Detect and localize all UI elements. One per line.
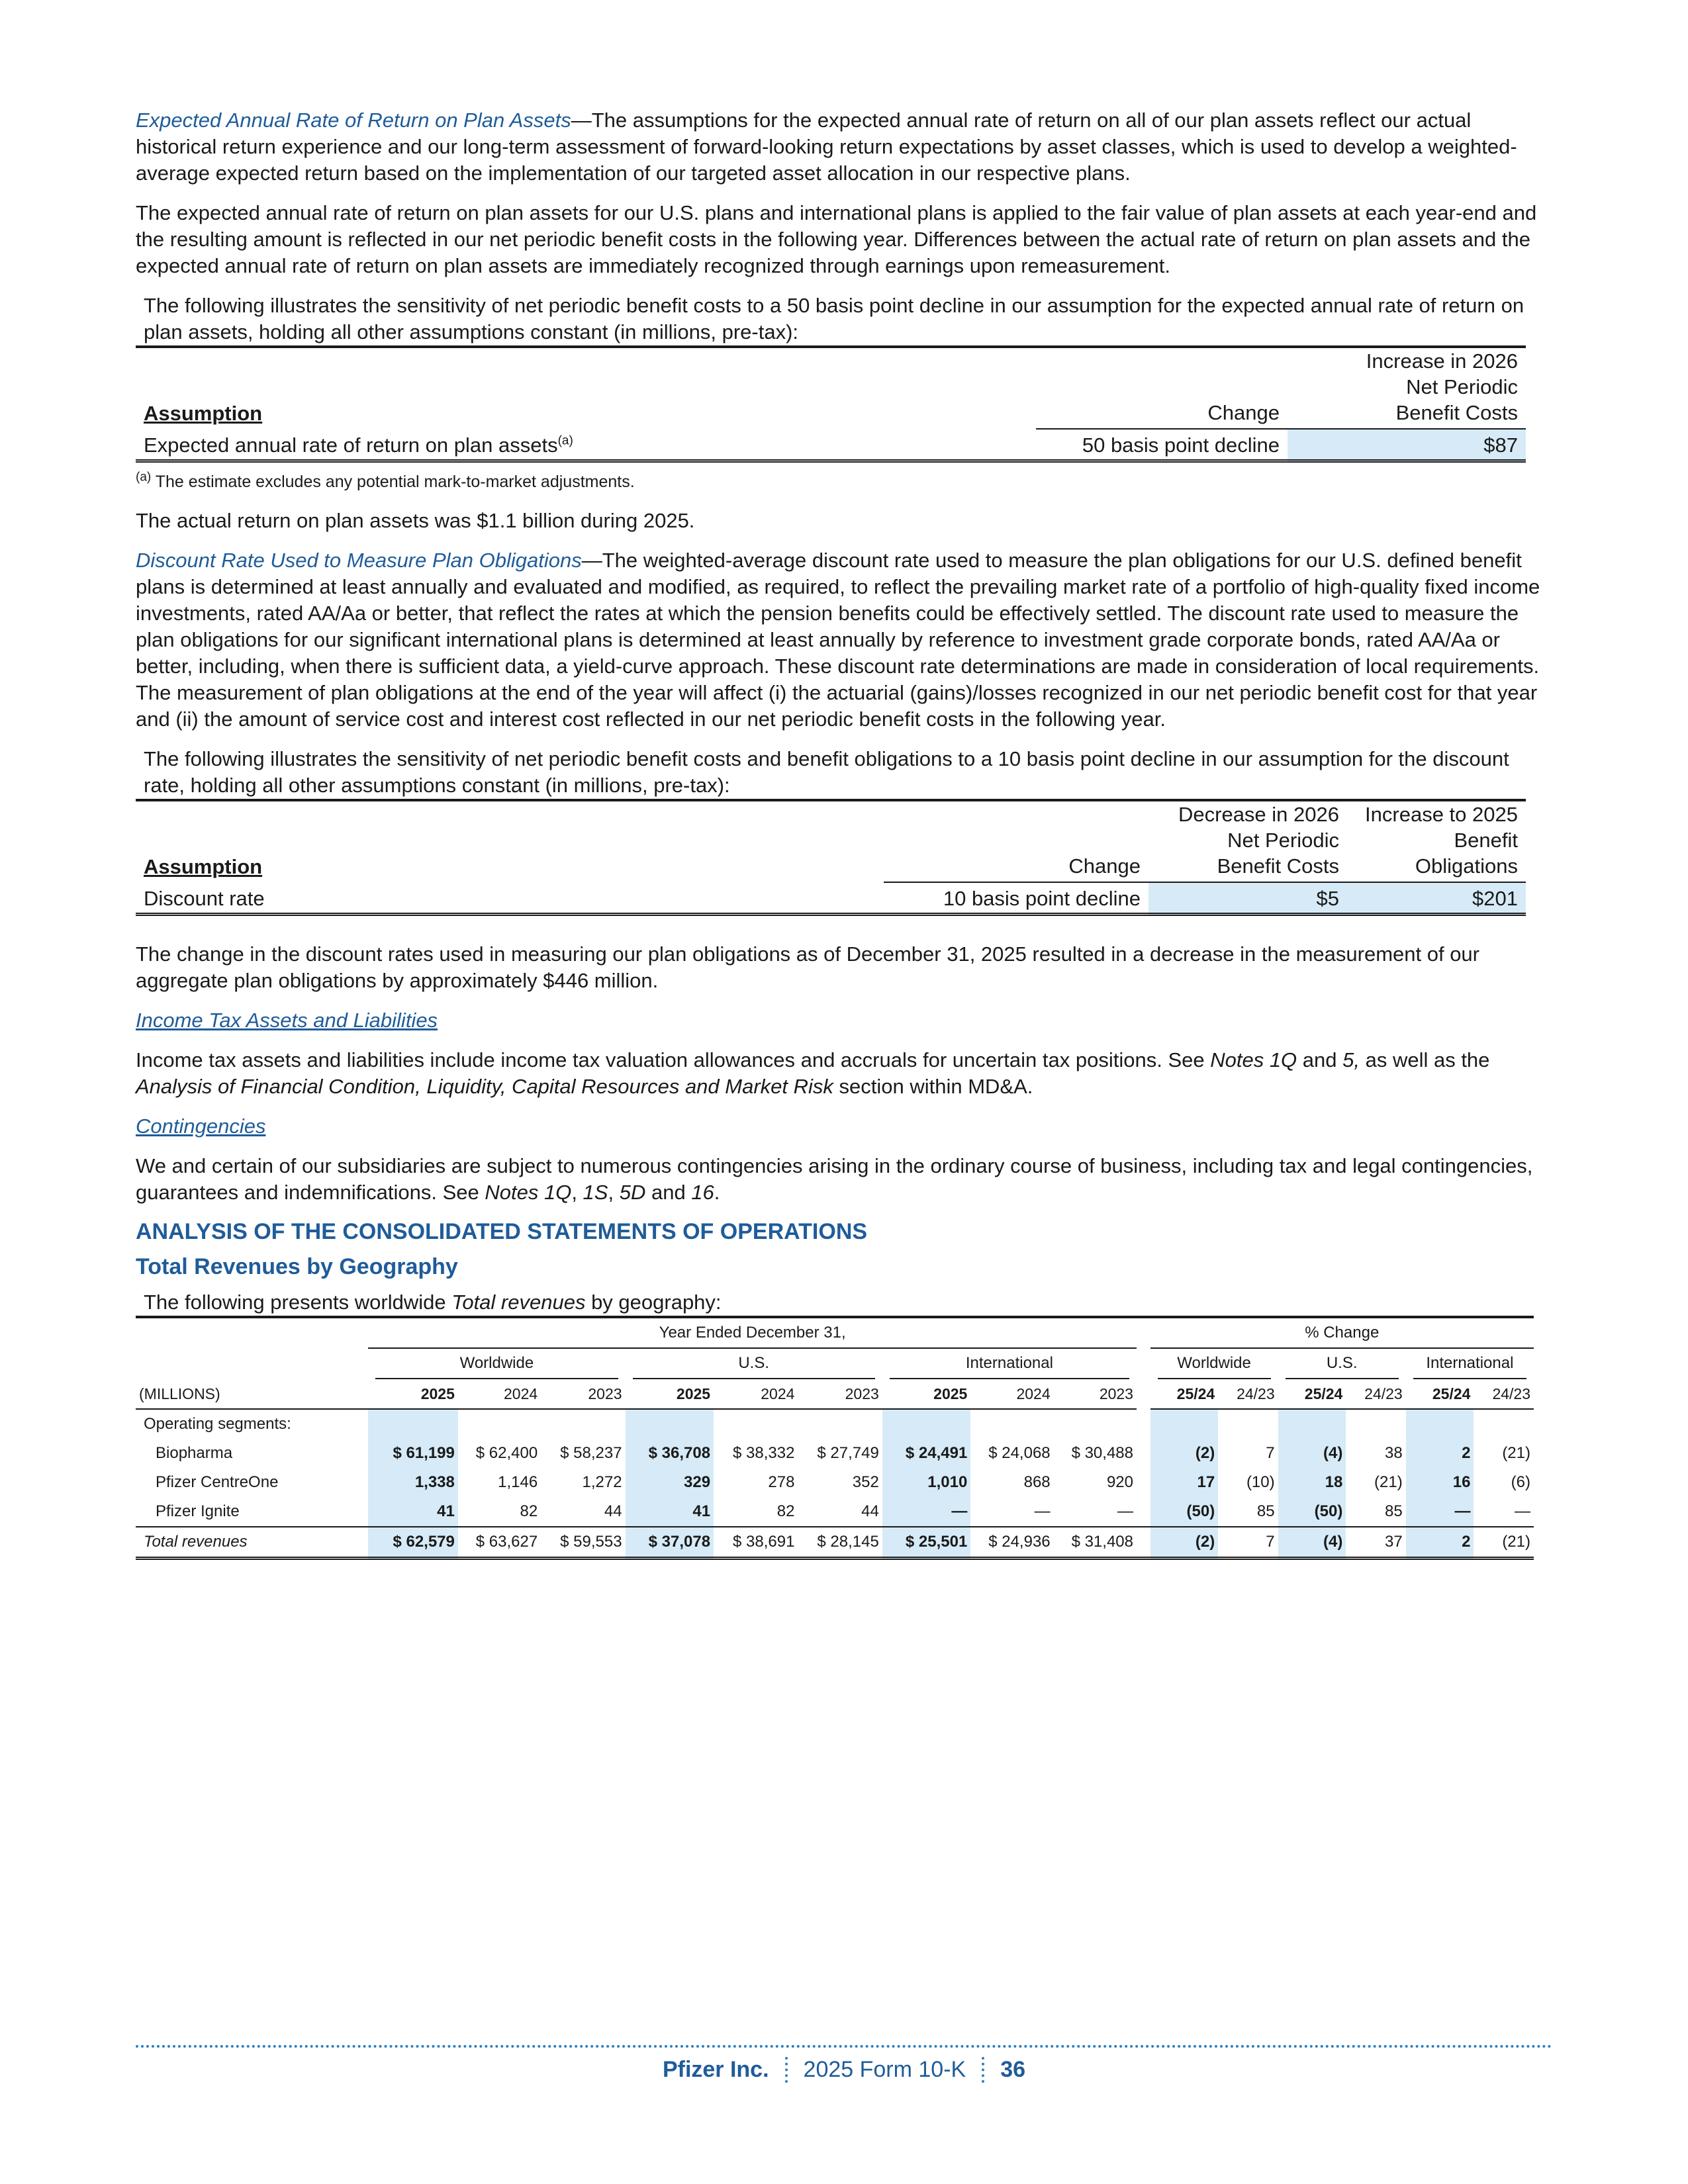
table-cell: (10): [1246, 1473, 1275, 1491]
table-cell: 2: [1406, 1439, 1474, 1468]
footer-company: Pfizer Inc.: [647, 2057, 788, 2083]
footer-page-number: 36: [982, 2057, 1041, 2083]
table-cell: $ 62,579: [368, 1527, 458, 1559]
table-cell: 85: [1385, 1502, 1403, 1520]
table-cell: $ 24,936: [970, 1527, 1053, 1559]
table-cell: —: [1034, 1502, 1051, 1520]
analysis-heading: ANALYSIS OF THE CONSOLIDATED STATEMENTS OF OPERATIONS: [136, 1219, 868, 1244]
table-cell: —: [882, 1497, 971, 1527]
segments-label-row: [136, 1409, 1534, 1439]
discount-lead: Discount Rate Used to Measure Plan Obligations: [136, 549, 582, 572]
year-header: 2023: [798, 1379, 882, 1409]
table-cell: 41: [368, 1497, 458, 1527]
table-cell: (6): [1511, 1473, 1530, 1491]
row-label: Expected annual rate of return on plan assets$^{(a)}$: [136, 429, 1036, 461]
row-name: Pfizer CentreOne: [156, 1473, 279, 1491]
row-change: 50 basis point decline: [1036, 429, 1288, 461]
table-cell: 329: [626, 1468, 714, 1497]
return-paragraph-1: [136, 107, 1552, 187]
table-cell: 7: [1218, 1527, 1278, 1559]
table-cell: $ 59,553: [541, 1527, 625, 1559]
table-row: [136, 1468, 1534, 1497]
table-cell: 85: [1256, 1502, 1275, 1520]
year-header: 2025: [882, 1379, 971, 1409]
revenues-intro: The following presents worldwide Total revenues by geography:: [144, 1291, 722, 1314]
contingencies-heading[interactable]: Contingencies: [136, 1115, 266, 1138]
table-cell: 1,272: [582, 1473, 622, 1491]
table-cell: $ 36,708: [626, 1439, 714, 1468]
table-cell: (21): [1502, 1444, 1530, 1462]
table-cell: $ 58,237: [560, 1444, 622, 1462]
table-cell: (4): [1278, 1439, 1346, 1468]
table-cell: 2: [1406, 1527, 1474, 1559]
table-cell: (2): [1150, 1527, 1219, 1559]
document-page: [136, 107, 1552, 1560]
table-cell: $ 37,078: [626, 1527, 714, 1559]
table-cell: (50): [1150, 1497, 1219, 1527]
table-cell: —: [1406, 1497, 1474, 1527]
table-cell: $ 61,199: [368, 1439, 458, 1468]
row-change: 10 basis point decline: [884, 882, 1149, 915]
table-cell: (50): [1278, 1497, 1346, 1527]
year-header: 2025: [626, 1379, 714, 1409]
sub-pct-worldwide: Worldwide: [1150, 1348, 1278, 1379]
table-cell: $ 25,501: [882, 1527, 971, 1559]
table-cell: 44: [861, 1502, 879, 1520]
table-cell: 17: [1150, 1468, 1219, 1497]
row-name: Biopharma: [156, 1444, 233, 1462]
return-lead: Expected Annual Rate of Return on Plan Assets: [136, 109, 571, 132]
table-cell: $ 62,400: [475, 1444, 538, 1462]
footnote: $^{(a)}$ The estimate excludes any potential mark-to-market adjustments.: [136, 470, 635, 491]
table-cell: 82: [520, 1502, 538, 1520]
table-cell: $ 27,749: [817, 1444, 879, 1462]
page-footer: [136, 2045, 1552, 2082]
income-tax-paragraph: Income tax assets and liabilities include income tax valuation allowances and accruals for uncertain tax positions. See Notes 1Q and 5, as well as the Analysis of Financial Condition, Liquidity, Capital Resources and Market Risk section within MD&A.: [136, 1048, 1490, 1098]
table-cell: 1,010: [882, 1468, 971, 1497]
table-cell: $ 63,627: [458, 1527, 541, 1559]
discount-paragraph: Discount Rate Used to Measure Plan Obligations—The weighted-average discount rate used to measure the plan obligations for our U.S. defined benefit plans is determined at least annually and evaluated and modified, as required, to reflect the prevailing market rate of a portfolio of high-quality fixed income investments, rated AA/Aa or better, that reflect the rates at which the pension benefits could be effectively settled. The discount rate used to measure the plan obligations for our significant international plans is determined at least annually by reference to investment grade corporate bonds, rated AA/Aa or better, including, when there is sufficient data, a yield-curve approach. These discount rate determinations are made in consideration of local requirements. The measurement of plan obligations at the end of the year will affect (i) the actuarial (gains)/losses recognized in our net periodic benefit cost for that year and (ii) the amount of service cost and interest cost reflected in our net periodic benefit costs in the following year.: [136, 549, 1540, 731]
col-change: Change: [884, 800, 1149, 882]
table-cell: 44: [604, 1502, 622, 1520]
sub-worldwide: Worldwide: [368, 1348, 625, 1379]
row-value: $87: [1288, 429, 1526, 461]
year-header: 24/23: [1346, 1379, 1405, 1409]
table-cell: $ 24,068: [988, 1444, 1051, 1462]
table-cell: 18: [1278, 1468, 1346, 1497]
year-header: 24/23: [1474, 1379, 1534, 1409]
year-header: 2023: [1054, 1379, 1137, 1409]
table-cell: 16: [1406, 1468, 1474, 1497]
table-cell: $ 28,145: [798, 1527, 882, 1559]
sub-us: U.S.: [626, 1348, 882, 1379]
return-text: —The assumptions for the expected annual rate of return on all of our plan assets reflect our actual historical return experience and our long-term assessment of forward-looking return expectations by asset classes, which is used to develop a weighted-average expected return based on the implementation of our targeted asset allocation in our respective plans.: [136, 109, 1517, 185]
row-increase: $201: [1347, 882, 1526, 915]
revenues-subheading: Total Revenues by Geography: [136, 1254, 458, 1279]
table-row: [136, 1497, 1534, 1527]
col-decrease: Decrease in 2026 Net Periodic Benefit Costs: [1149, 800, 1347, 882]
col-increase: Increase in 2026 Net Periodic Benefit Costs: [1288, 347, 1526, 429]
table-cell: 37: [1346, 1527, 1405, 1559]
table-cell: $ 24,491: [882, 1439, 971, 1468]
table-cell: (2): [1150, 1439, 1219, 1468]
table-cell: (21): [1474, 1527, 1534, 1559]
table-cell: —: [1117, 1502, 1133, 1520]
table-cell: 82: [776, 1502, 795, 1520]
col-change: Change: [1036, 347, 1288, 429]
millions-label: (MILLIONS): [136, 1379, 368, 1409]
return-paragraph-2: The expected annual rate of return on plan assets for our U.S. plans and international plans is applied to the fair value of plan assets at each year-end and the resulting amount is reflected in our net periodic benefit costs in the following year. Differences between the actual rate of return on plan assets and the expected annual rate of return on plan assets are immediately recognized through earnings upon remeasurement.: [136, 201, 1537, 277]
contingencies-paragraph: We and certain of our subsidiaries are subject to numerous contingencies arising in the ordinary course of business, including tax and legal contingencies, guarantees and indemnifications. See Notes 1Q, 1S, 5D and 16.: [136, 1154, 1533, 1204]
return-sensitivity-table: [136, 345, 1526, 463]
return-table-intro: The following illustrates the sensitivity of net periodic benefit costs to a 50 basis point decline in our assumption for the expected annual rate of return on plan assets, holding all other assumptions constant (in millions, pre-tax):: [144, 294, 1524, 343]
table-row: [136, 1439, 1534, 1468]
sub-pct-international: International: [1406, 1348, 1534, 1379]
table-cell: 1,146: [498, 1473, 538, 1491]
row-label: Discount rate: [136, 882, 884, 915]
discount-after: The change in the discount rates used in measuring our plan obligations as of December 31, 2025 resulted in a decrease in the measurement of our aggregate plan obligations by approximately $446 million.: [136, 942, 1480, 992]
table-cell: 920: [1106, 1473, 1133, 1491]
group-pct-header: % Change: [1150, 1317, 1534, 1348]
income-tax-heading[interactable]: Income Tax Assets and Liabilities: [136, 1009, 438, 1032]
year-header: 25/24: [1406, 1379, 1474, 1409]
year-header: 2025: [368, 1379, 458, 1409]
table-cell: 1,338: [368, 1468, 458, 1497]
col-assumption: Assumption: [144, 402, 263, 425]
table-cell: 7: [1266, 1444, 1275, 1462]
total-row: [136, 1527, 1534, 1559]
table-cell: 41: [626, 1497, 714, 1527]
year-header: 2024: [458, 1379, 541, 1409]
table-cell: 868: [1023, 1473, 1051, 1491]
year-header: 25/24: [1278, 1379, 1346, 1409]
actual-return: The actual return on plan assets was $1.1 billion during 2025.: [136, 509, 695, 532]
table-cell: $ 38,691: [714, 1527, 798, 1559]
year-header: 25/24: [1150, 1379, 1219, 1409]
discount-sensitivity-table: [136, 799, 1526, 916]
table-cell: 352: [852, 1473, 879, 1491]
table-cell: 278: [768, 1473, 795, 1491]
table-cell: (4): [1278, 1527, 1346, 1559]
table-cell: $ 31,408: [1054, 1527, 1137, 1559]
row-decrease: $5: [1149, 882, 1347, 915]
year-header: 2024: [714, 1379, 798, 1409]
footer-form: 2025 Form 10-K: [803, 2057, 966, 2082]
table-cell: $ 30,488: [1071, 1444, 1133, 1462]
segments-label: Operating segments:: [144, 1415, 291, 1433]
discount-table-intro: The following illustrates the sensitivity of net periodic benefit costs and benefit obligations to a 10 basis point decline in our assumption for the discount rate, holding all other assumptions constant (in millions, pre-tax):: [144, 747, 1509, 797]
revenues-table: [136, 1316, 1534, 1560]
table-cell: $ 38,332: [733, 1444, 795, 1462]
table-cell: —: [1515, 1502, 1530, 1520]
group-year-header: Year Ended December 31,: [368, 1317, 1137, 1348]
table-cell: (21): [1374, 1473, 1403, 1491]
year-header: 24/23: [1218, 1379, 1278, 1409]
col-increase: Increase to 2025 Benefit Obligations: [1347, 800, 1526, 882]
table-cell: 38: [1385, 1444, 1403, 1462]
row-name: Pfizer Ignite: [156, 1502, 240, 1520]
col-assumption: Assumption: [144, 855, 263, 878]
year-header: 2024: [970, 1379, 1053, 1409]
sub-international: International: [882, 1348, 1137, 1379]
year-header: 2023: [541, 1379, 625, 1409]
sub-pct-us: U.S.: [1278, 1348, 1406, 1379]
table-row: [136, 882, 1526, 915]
table-row: [136, 429, 1526, 461]
row-name: Total revenues: [136, 1527, 368, 1559]
